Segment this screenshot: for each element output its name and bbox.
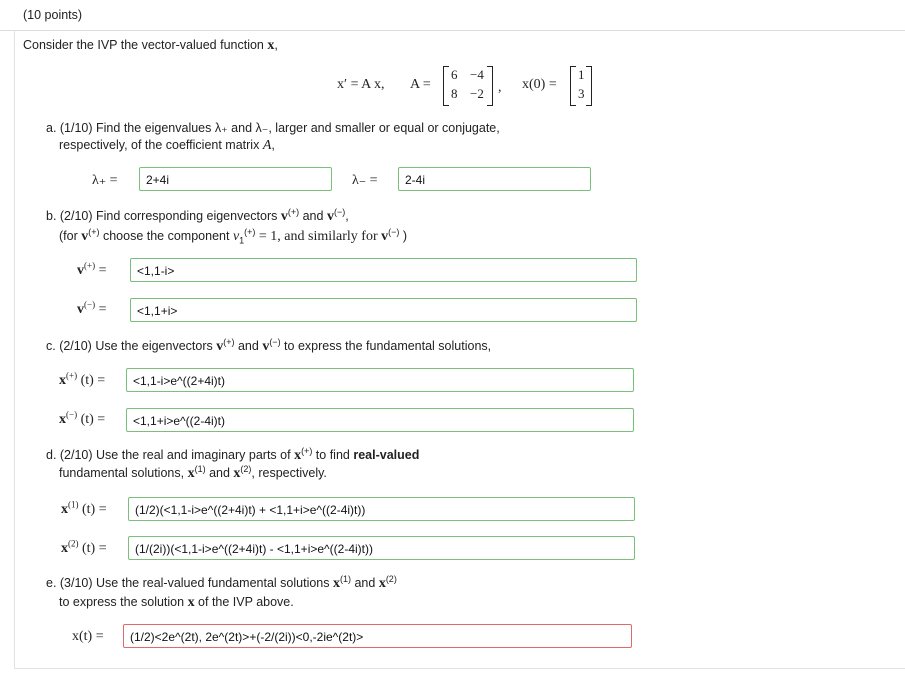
v-plus-label: v(+) = <box>77 260 107 278</box>
x0-bracket-right <box>586 66 592 106</box>
x2-input[interactable]: (1/(2i))(<1,1-i>e^((2+4i)t) - <1,1+i>e^((2-4i)t)) <box>128 536 635 560</box>
x-plus-input[interactable]: <1,1-i>e^((2+4i)t) <box>126 368 634 392</box>
matrix-a-r1c1: 6 <box>451 67 458 82</box>
matrix-comma: , <box>498 80 502 95</box>
v-minus-input[interactable]: <1,1+i> <box>130 298 637 322</box>
part-a-line2: respectively, of the coefficient matrix A, <box>59 138 275 153</box>
matrix-a-r2c1: 8 <box>451 86 458 101</box>
v-plus-input[interactable]: <1,1-i> <box>130 258 637 282</box>
matrix-a-r2c2: −2 <box>470 86 484 101</box>
ivp-equation: x′ = A x, <box>337 77 385 92</box>
matrix-a <box>443 66 493 104</box>
x0-bracket-left <box>570 66 576 106</box>
question-header <box>0 0 905 31</box>
x0-vector <box>570 66 592 104</box>
part-b-line2: (for v(+) choose the component $v_1^{(+)} = 1$, and similarly for v(−) ) <box>59 226 408 246</box>
part-a-line1: a. (1/10) Find the eigenvalues λ₊ and λ₋, larger and smaller or equal or conjugate, <box>46 121 500 135</box>
part-d-line1: d. (2/10) Use the real and imaginary parts of x(+) to find real-valued <box>46 445 420 463</box>
x-plus-label: x(+) (t) = <box>59 370 106 388</box>
part-e-line2: to express the solution x of the IVP above. <box>59 595 294 610</box>
x0-r1: 1 <box>578 67 585 82</box>
x0-r2: 3 <box>578 86 585 101</box>
part-b-line1: b. (2/10) Find corresponding eigenvectors v(+) and v(−), <box>46 206 349 224</box>
part-e-line1: e. (3/10) Use the real-valued fundamental solutions $x^{(1)}$ and $x^{(2)}$ <box>46 573 397 591</box>
x-minus-input[interactable]: <1,1+i>e^((2-4i)t) <box>126 408 634 432</box>
x0-label: x(0) = <box>522 77 557 92</box>
matrix-a-bracket-left <box>443 66 449 106</box>
v-minus-label: v(−) = <box>77 299 107 317</box>
lambda-minus-input[interactable]: 2-4i <box>398 167 591 191</box>
part-c-line: c. (2/10) Use the eigenvectors v(+) and v(−) to express the fundamental solutions, <box>46 336 492 354</box>
x-minus-label: x(−) (t) = <box>59 409 106 427</box>
lambda-plus-label: λ₊ = <box>92 173 118 188</box>
lambda-minus-label: λ₋ = <box>352 173 378 188</box>
matrix-a-label: A = <box>410 77 431 92</box>
x2-label: $x^{(2)}$ (t) = <box>61 538 107 556</box>
matrix-a-r1c2: −4 <box>470 67 484 82</box>
x1-label: $x^{(1)}$ (t) = <box>61 499 107 517</box>
part-d-line2: fundamental solutions, $x^{(1)}$ and $x^{(2)}$, respectively. <box>59 463 327 481</box>
x-solution-label: x(t) = <box>72 629 104 644</box>
intro-text: Consider the IVP the vector-valued function x, <box>23 38 278 53</box>
lambda-plus-input[interactable]: 2+4i <box>139 167 332 191</box>
points-label: (10 points) <box>23 8 83 22</box>
matrix-a-bracket-right <box>487 66 493 106</box>
x1-input[interactable]: (1/2)(<1,1-i>e^((2+4i)t) + <1,1+i>e^((2-4i)t)) <box>128 497 635 521</box>
x-solution-input[interactable]: (1/2)<2e^(2t), 2e^(2t)>+(-2/(2i))<0,-2ie^(2t)> <box>123 624 632 648</box>
